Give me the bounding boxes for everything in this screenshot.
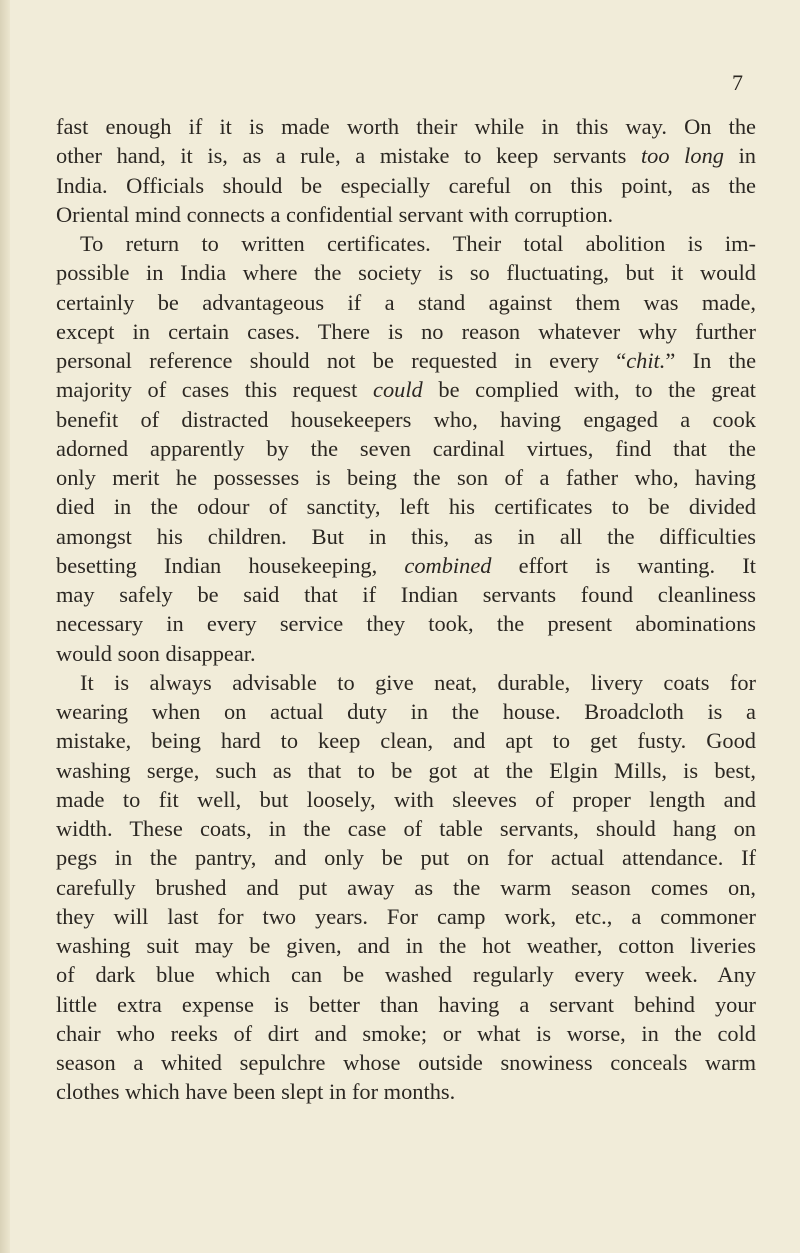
- paragraph-start-line: To return to written certificates. Their total abolition is im-: [80, 231, 756, 256]
- text-line: clothes which have been slept in for months.: [56, 1079, 456, 1105]
- text-line: only merit he possesses is being the son of a father who, having: [56, 465, 756, 490]
- text-line: made to fit well, but loosely, with sleeves of proper length and: [56, 786, 756, 812]
- text-line: possible in India where the society is so fluctuating, but it would: [56, 260, 756, 286]
- text-line: certainly be advantageous if a stand against them was made,: [56, 289, 756, 315]
- text-run: in: [723, 143, 757, 169]
- text-line: carefully brushed and put away as the warm season comes on,: [56, 874, 756, 900]
- text-line: width. These coats, in the case of table servants, should hang on: [56, 816, 756, 841]
- text-line: of dark blue which can be washed regularly every week. Any: [56, 962, 756, 988]
- italic-phrase: combined: [404, 552, 492, 578]
- text-line: wearing when on actual duty in the house. Broadcloth is a: [56, 699, 756, 724]
- text-line: little extra expense is better than having a servant behind your: [56, 991, 756, 1017]
- text-run: other hand, it is, as a rule, a mistake to keep servants: [56, 143, 641, 169]
- text-line: [56, 141, 756, 170]
- text-line: amongst his children. But in this, as in all the difficulties: [56, 523, 756, 549]
- text-line: except in certain cases. There is no reason whatever why further: [56, 318, 756, 344]
- paragraph-start-line: It is always advisable to give neat, durable, livery coats for: [80, 669, 756, 695]
- page-number: 7: [732, 70, 743, 95]
- text-line: [56, 346, 756, 375]
- text-line: benefit of distracted housekeepers who, having engaged a cook: [56, 406, 756, 432]
- text-run: besetting Indian housekeeping,: [56, 552, 405, 578]
- text-line: India. Officials should be especially careful on this point, as the: [56, 172, 756, 198]
- text-line: pegs in the pantry, and only be put on for actual attendance. If: [56, 845, 756, 871]
- text-line: fast enough if it is made worth their while in this way. On the: [56, 114, 756, 139]
- text-run: ” In the: [665, 348, 757, 373]
- text-line: adorned apparently by the seven cardinal virtues, find that the: [56, 435, 756, 461]
- text-line: [56, 375, 756, 404]
- text-line: washing serge, such as that to be got at the Elgin Mills, is best,: [56, 757, 756, 783]
- text-line: died in the odour of sanctity, left his certificates to be divided: [56, 494, 756, 520]
- body-text: [56, 112, 756, 1107]
- text-line: may safely be said that if Indian servants found cleanliness: [56, 582, 756, 607]
- text-line: they will last for two years. For camp work, etc., a commoner: [56, 903, 756, 929]
- text-line: [56, 551, 756, 580]
- text-line: necessary in every service they took, the present abominations: [56, 611, 756, 637]
- text-line: chair who reeks of dirt and smoke; or what is worse, in the cold: [56, 1020, 756, 1046]
- text-line: season a whited sepulchre whose outside snowiness conceals warm: [56, 1050, 756, 1075]
- text-line: washing suit may be given, and in the hot weather, cotton liveries: [56, 933, 756, 958]
- italic-phrase: chit.: [626, 348, 666, 373]
- page-edge: [0, 0, 10, 1253]
- italic-phrase: could: [373, 377, 423, 403]
- text-line: would soon disappear.: [56, 640, 256, 666]
- text-run: effort is wanting. It: [491, 552, 756, 578]
- text-run: majority of cases this request: [56, 377, 373, 403]
- text-run: personal reference should not be requested in every “: [56, 348, 627, 373]
- italic-phrase: too long: [640, 143, 724, 169]
- text-run: be complied with, to the great: [422, 377, 756, 403]
- text-line: mistake, being hard to keep clean, and apt to get fusty. Good: [56, 728, 756, 754]
- text-line: Oriental mind connects a confidential servant with corruption.: [56, 201, 614, 227]
